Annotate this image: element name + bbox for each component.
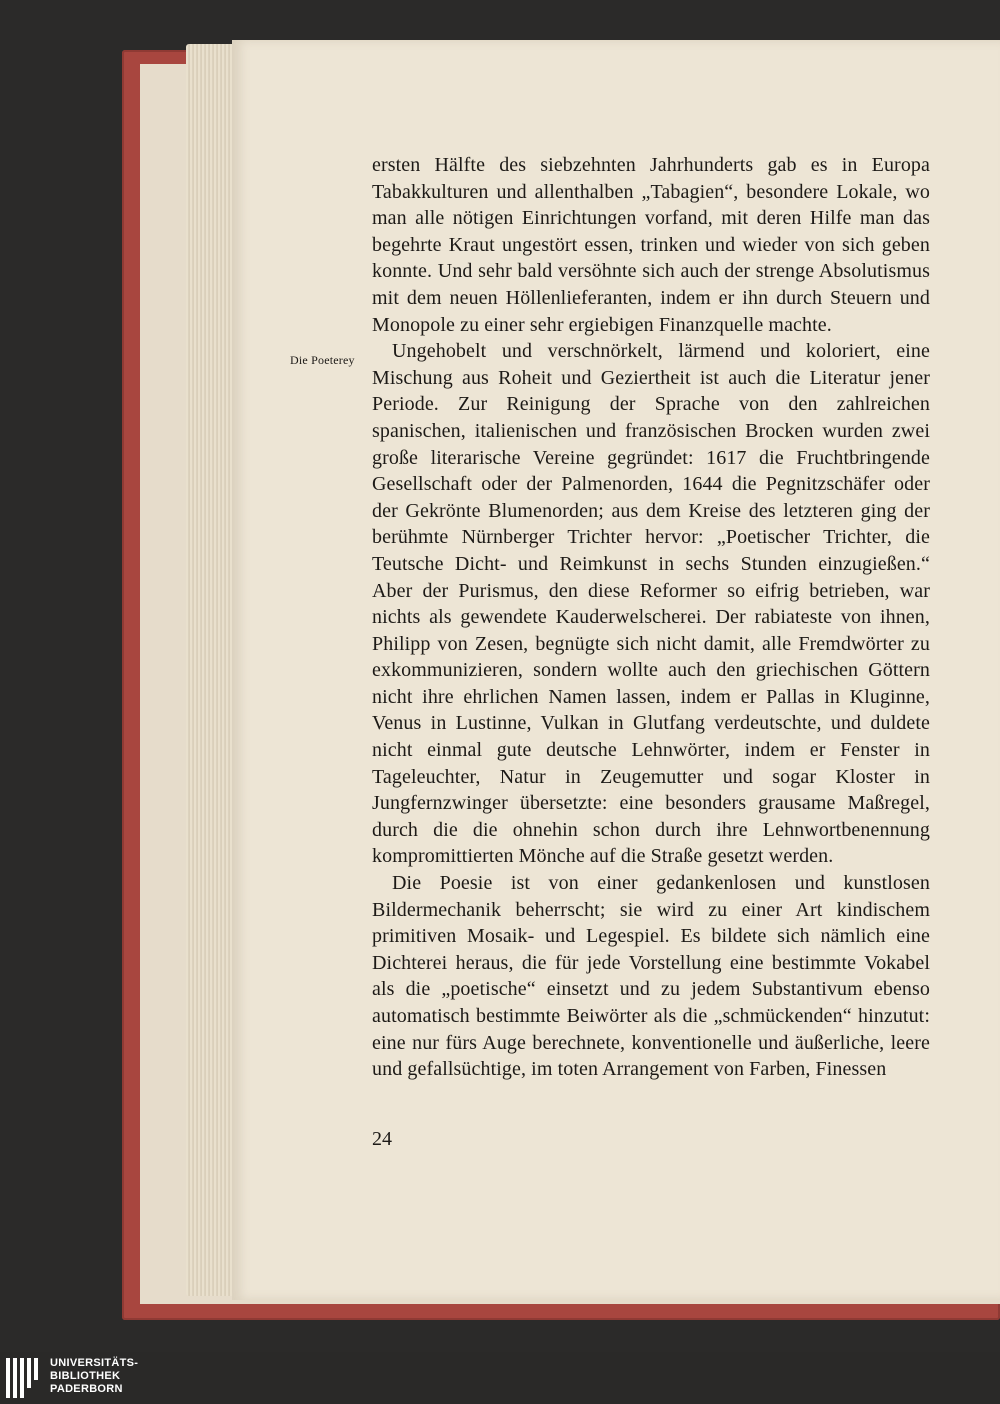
logo-line-2: BIBLIOTHEK	[50, 1370, 121, 1382]
marginal-note: Die Poeterey	[290, 353, 355, 367]
library-footer	[0, 1352, 1000, 1404]
logo-line-3: PADERBORN	[50, 1383, 123, 1395]
paragraph-2: Ungehobelt und verschnörkelt, lärmend und koloriert, eine Mischung aus Roheit und Geziertheit ist auch die Literatur jener Periode. Zur Reinigung der Sprache von den zahlreichen spanischen, italienischen und französischen Brocken wurden zwei große literarische Vereine gegründet: 1617 die Fruchtbringende Gesellschaft oder der Palmenorden, 1644 die Pegnitzschäfer oder der Gekrönte Blumenorden; aus dem Kreise des letzteren ging der berühmte Nürnberger Trichter hervor: „Poetischer Trichter, die Teutsche Dicht- und Reimkunst in sechs Stunden einzugießen.“ Aber der Purismus, den diese Reformer so eifrig betrieben, war nichts als gewendete Kauderwelscherei. Der rabiateste von ihnen, Philipp von Zesen, begnügte sich nicht damit, alle Fremdwörter zu exkommunizieren, sondern wollte auch den griechischen Göttern nicht ihre ehrlichen Namen lassen, indem er Pallas in Kluginne, Venus in Lustinne, Vulkan in Glutfang verdeutschte, und duldete nicht einmal gute deutsche Lehnwörter, indem er Fenster in Tageleuchter, Natur in Zeugemutter und sogar Kloster in Jungfernzwinger übersetzte: eine besonders grausame Maßregel, durch die die ohnehin schon durch ihre Lehnwortbenennung kompromittierten Mönche auf die Straße gesetzt werden.	[372, 340, 930, 868]
page-number: 24	[372, 1128, 392, 1150]
paragraph-3: Die Poesie ist von einer gedankenlosen und kunstlosen Bildermechanik beherrscht; sie wird zu einer Art kindischem primitiven Mosaik- und Legespiel. Es bildete sich nämlich eine Dichterei heraus, die für jede Vorstellung eine bestimmte Vokabel als die „poetische“ einsetzt und zu jedem Substantivum ebenso automatisch bestimmte Beiwörter als die „schmückenden“ hinzutut: eine nur fürs Auge berechnete, konventionelle und äußerliche, leere und gefallsüchtige, im toten Arrangement von Farben, Finessen	[372, 872, 930, 1081]
library-logo-text	[50, 1357, 138, 1396]
body-text	[372, 152, 930, 1083]
library-logo-icon	[6, 1358, 42, 1398]
logo-line-1: UNIVERSITÄTS-	[50, 1357, 139, 1369]
paragraph-1: ersten Hälfte des siebzehnten Jahrhunderts gab es in Europa Tabakkulturen und allenthalben „Tabagien“, besondere Lokale, wo man alle nötigen Einrichtungen vorfand, mit deren Hilfe man das begehrte Kraut ungestört essen, trinken und wieder von sich geben konnte. Und sehr bald versöhnte sich auch der strenge Absolutismus mit dem neuen Höllenlieferanten, indem er ihn durch Steuern und Monopole zu einer sehr ergiebigen Finanzquelle machte.	[372, 154, 930, 336]
